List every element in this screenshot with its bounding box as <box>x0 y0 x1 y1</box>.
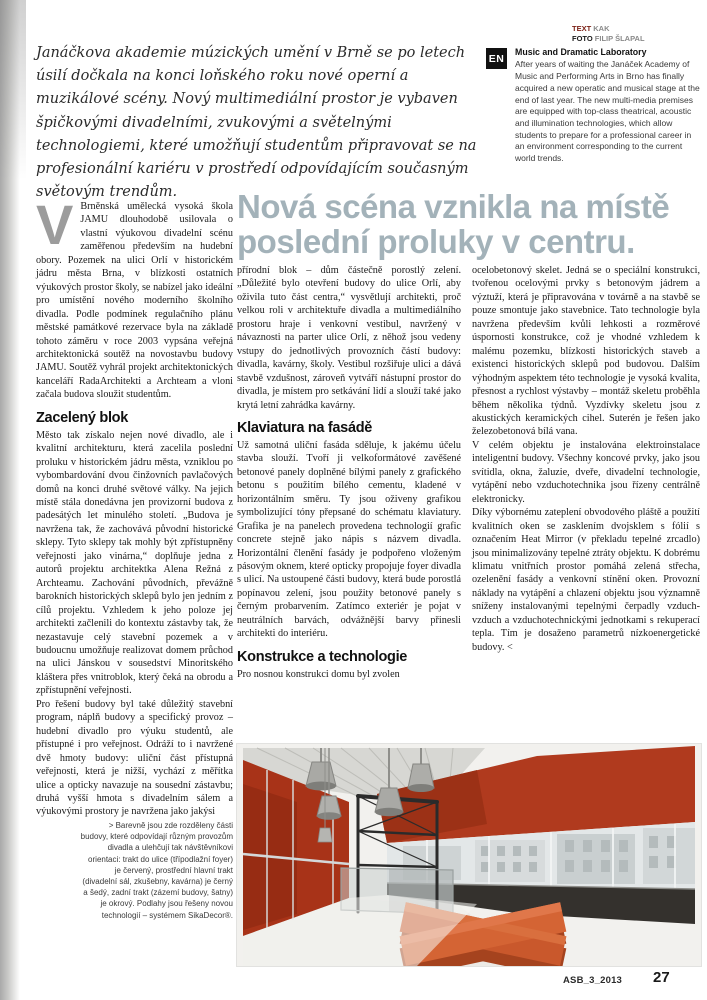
credit-text-label: TEXT <box>572 24 592 33</box>
interior-photo <box>237 744 701 966</box>
foyer-photo-illustration <box>237 744 701 966</box>
paragraph-lead-text: Brněnská umělecká vysoká škola JAMU dlouhodobě usilovala o vlastní výukovou divadelní scénu zaměřenou především na hudební obory. Pozemek na ulici Orlí v historickém jádru města Brna, v blízkosti ostatních výukových prostor školy, se nabízel jako ideální pro umístění nového moderního školního divadla. Podle podmínek regulačního plánu městské památkové rezervace byla na základě tohoto záměru v roce 2003 vypsána veřejná architektonická soutěž na novostavbu budovy JAMU. Soutěž vyhrál projekt architektonických kanceláří RadaArchitekti a Archteam a vloni začala budova sloužit studentům. <box>36 201 233 401</box>
paragraph-lead <box>36 193 233 402</box>
paragraph: ocelobetonový skelet. Jedná se o speciální konstrukci, tvořenou ocelovými prvky s betonovým jádrem a výztuží, která je připravována v továrně a na stavbě se pouze smontuje jako stavebnice. Tato technologie byla navržena především kvůli lehkosti a rozměrové úspornosti konstrukce, což je vhodné vzhledem k malému pozemku, blízkosti historických staveb a existenci historických sklepů pod budovou. Dalším výhodným aspektem této technologie je vysoká kvalita, přesnost a rychlost výstavby – montáž skeletu proběhla během několika týdnů. Vyzdívky skeletu jsou z akustických keramických cihel. Suterén je řešen jako železobetonová bílá vana. <box>472 265 700 438</box>
paragraph: Díky výbornému zateplení obvodového pláště a použití kvalitních oken se zasklením dvojsklem s fólií s označením Heat Mirror (v překladu tepelné zrcadlo) jsou minimalizovány tepelné ztráty objektu. K dobrému klimatu vnitřních prostor pomáhá zelená střecha, ozelenění fasády a venkovní stínění oken. Provozní náklady na vytápění a chlazení objektu jsou významně sníženy instalovanými tepelnými čerpadly vzduch-vzduch a vzduchotechnickými jednotkami s rekuperací tepla. Tím je dosaženo parametrů nízkoenergetické budovy. < <box>472 507 700 653</box>
article-headline: Nová scéna vznikla na místě poslední proluky v centru. <box>237 188 670 260</box>
intro-paragraph: Janáčkova akademie múzických umění v Brně se po letech úsilí dočkala na konci loňského roku nové operní a muzikálové scény. Nový multimediální prostor je vybaven špičkovými divadelními, zvukovými a světelnými technologiemi, které umožňují studentům připravovat se na profesionální kariéru v prostředí odpovídajícím současným světovým trendům. <box>36 45 477 201</box>
en-summary-box <box>486 47 700 165</box>
credit-text-value: KAK <box>593 24 610 33</box>
article-column-2 <box>237 264 461 681</box>
scan-edge-shadow-top <box>0 0 26 180</box>
paragraph: Pro nosnou konstrukci domu byl zvolen <box>237 668 400 680</box>
section-heading-zaceleny-blok: Zacelený blok <box>36 409 128 426</box>
credit-photo-label: FOTO <box>572 34 593 44</box>
paragraph: Už samotná uliční fasáda sděluje, k jakému účelu stavba slouží. Tvoří ji velkoformátové zavěšené betonové panely doplněné bílými panely z grafického betonu s použitím bílého cementu, kladené v horizontálním směru. Ty jsou oživeny grafikou symbolizující tóny přepsané do schématu klaviatury. Grafika je na panelech provedena technologií grafic concrete stejně jako nápis s názvem divadla. Horizontální členění fasády je podpořeno vloženým pásovým oknem, které opticky propojuje foyer divadla s ulicí. Na ustoupené části budovy, která bude porostlá popínavou zelení, jsou použity betonové panely s černým probarvením. Zatímco exteriér je pojat v neutrálních barvách, odvážnější barvy přinesli architekti do interiéru. <box>237 439 461 640</box>
paragraph: V celém objektu je instalována elektroinstalace inteligentní budovy. Všechny koncové prvky, jako jsou svítidla, okna, žaluzie, dveře, divadelní technologie, vytápění nebo vzduchotechnika jsou řízeny centrálně elektronicky. <box>472 439 700 505</box>
paragraph: Město tak získalo nejen nové divadlo, ale i kvalitní architekturu, která zacelila poslední proluku v historickém jádru města, vzniklou po vybombardování dvou činžovních pavlačových domů na konci druhé světové války. Na jejich místě stála donedávna jen provizorní budova z padesátých let minulého století. „Budova je navržena tak, že zachovává původní historické sklepy. Tyto sklepy tak mohly být zpřístupněny veřejnosti jako vinárna,“ doplňuje jedna z autorů projektu architektka Alena Režná z Archteamu. Zachování původních, převážně barokních historických sklepů bylo jen jedním z cílů projektu. Vzhledem k jeho poloze jej architekti začlenili do kontextu zástavby tak, že nezastavuje celý stavební pozemek a v budoucnu umožňuje realizovat domem průchod na ulici Jánskou v sousedství Minoritského kláštera přes vnitroblok, který čeká na obrodu a zpřístupnění veřejnosti. <box>36 429 233 697</box>
paragraph: přírodní blok – dům částečně porostlý zelení. „Důležité bylo otevření budovy do ulice Orlí, aby oživila tuto část centra,“ vysvětlují architekti, proč velkou roli v architektuře divadla a multimediálního prostoru hraje i venkovní vestibul, navržený v návaznosti na parter ulice Orlí, z něhož jsou vedeny vstupy do jednotlivých provozních částí budovy: divadla, kavárny, školy. Vestibul rozšiřuje ulici a dává stavbě vzdušnost, zároveň vytváří nástupní prostor do divadla, je místem pro setkávání lidí a slouží také jako krytá letní zahrádka kavárny. <box>237 265 461 411</box>
en-summary-body: After years of waiting the Janáček Academy of Music and Performing Arts in Brno has finally acquired a new operatic and musical stage at the end of last year. The new multi-media premises are equipped with top-class theatrical, acoustic and illumination technologies, which allow students to prepare for a professional career in an environment corresponding to the current world trends. <box>515 59 700 164</box>
drop-cap: V <box>36 193 74 256</box>
section-heading-klaviatura: Klaviatura na fasádě <box>237 419 373 436</box>
credits-block <box>572 24 700 44</box>
section-heading-konstrukce: Konstrukce a technologie <box>237 648 408 665</box>
photo-caption: > Barevně jsou zde rozděleny části budovy, které odpovídají různým provozům divadla a ulehčují tak návštěvníkovi orientaci: trakt do ulice (třípodlažní foyer) je červený, prostřední hlavní trakt (divadelní sál, zkušebny, kavárna) je černý a šedý, zadní trakt (zázemí budovy, šatny) je okrový. Podlahy jsou řešeny novou technologií – systémem SikaDecor®. <box>80 821 233 920</box>
footer-page-number: 27 <box>653 969 670 986</box>
en-language-badge: EN <box>486 48 507 69</box>
en-summary-title: Music and Dramatic Laboratory <box>515 47 647 57</box>
article-column-3 <box>472 264 700 654</box>
article-column-1 <box>36 193 233 819</box>
footer-issue-label: ASB_3_2013 <box>563 975 623 986</box>
paragraph: Pro řešení budovy byl také důležitý stavební program, náplň budovy a specifický provoz – hudební divadlo pro výuku studentů, ale přístupné i pro veřejnost. Odráží to i navržené dvě hmoty budovy: uliční část přístupná veřejnosti, která je nižší, vychází z měřítka ulice a opticky navazuje na sousední zástavbu; druhá vyšší hmota s divadelním sálem a výukovými prostory je navržena jako jakýsi <box>36 698 233 818</box>
credit-photo-value: FILIP ŠLAPAL <box>594 34 645 44</box>
